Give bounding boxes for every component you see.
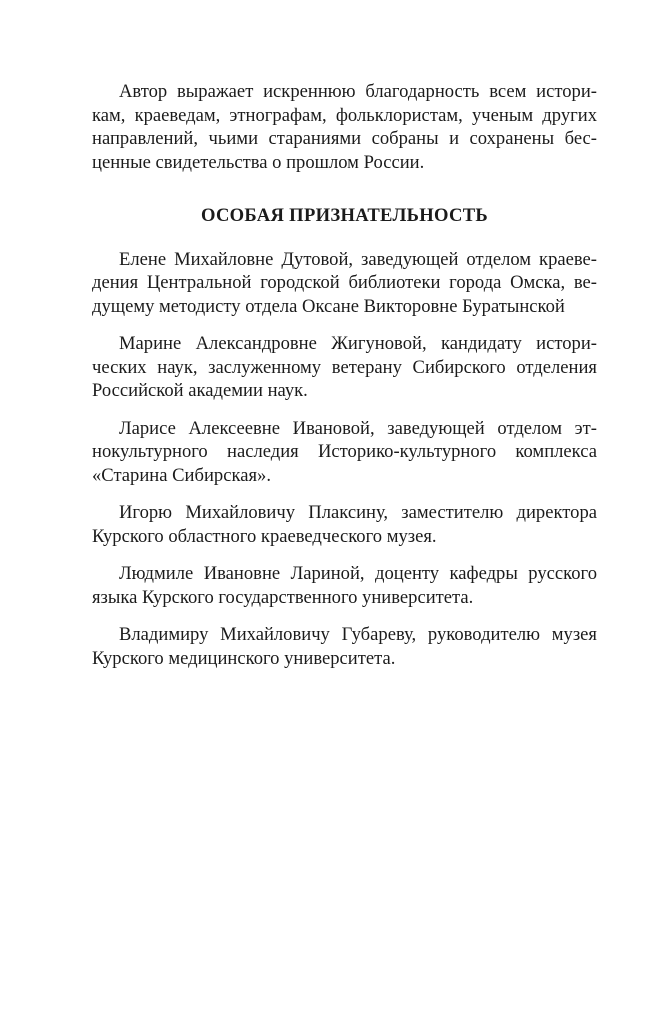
text-line: Автор выражает искреннюю благодарность всем истори- [119,81,597,102]
acknowledgement-paragraph [92,417,597,488]
text-line: Ларисе Алексеевне Ивановой, заведующей отделом эт- [119,417,597,439]
text-line: Марине Александровне Жигуновой, кандидату истори- [119,333,597,354]
text-line: нокультурного наследия Историко-культурного комплекса [92,441,597,462]
acknowledgement-paragraph [92,332,597,403]
text-line: Курского областного краеведческого музея. [92,525,437,547]
text-line: Игорю Михайловичу Плаксину, заместителю директора [119,502,597,523]
text-line: Людмиле Ивановне Лариной, доценту кафедры русского [119,563,597,584]
text-line: Российской академии наук. [92,380,308,401]
acknowledgement-paragraph [92,501,597,548]
acknowledgement-paragraph [92,623,597,670]
section-heading: ОСОБАЯ ПРИЗНАТЕЛЬНОСТЬ [200,205,489,226]
text-line: Курского медицинского университета. [92,647,396,669]
text-line: кам, краеведам, этнографам, фольклористам, ученым других [92,104,597,126]
text-line: «Старина Сибирская». [92,464,271,486]
text-line: ческих наук, заслуженному ветерану Сибирского отделения [92,356,597,378]
intro-paragraph [92,80,597,174]
acknowledgement-paragraph [92,248,597,319]
text-line: дения Центральной городской библиотеки города Омска, ве- [92,272,597,293]
acknowledgement-paragraph [92,562,597,609]
text-line: языка Курского государственного университета. [92,586,474,608]
text-line: дущему методисту отдела Оксане Викторовне Буратынской [92,295,565,317]
text-line: Елене Михайловне Дутовой, заведующей отделом краеве- [119,248,597,270]
text-line: ценные свидетельства о прошлом России. [92,151,425,173]
text-line: направлений, чьими стараниями собраны и сохранены бес- [92,128,597,149]
text-line: Владимиру Михайловичу Губареву, руководителю музея [119,624,597,645]
